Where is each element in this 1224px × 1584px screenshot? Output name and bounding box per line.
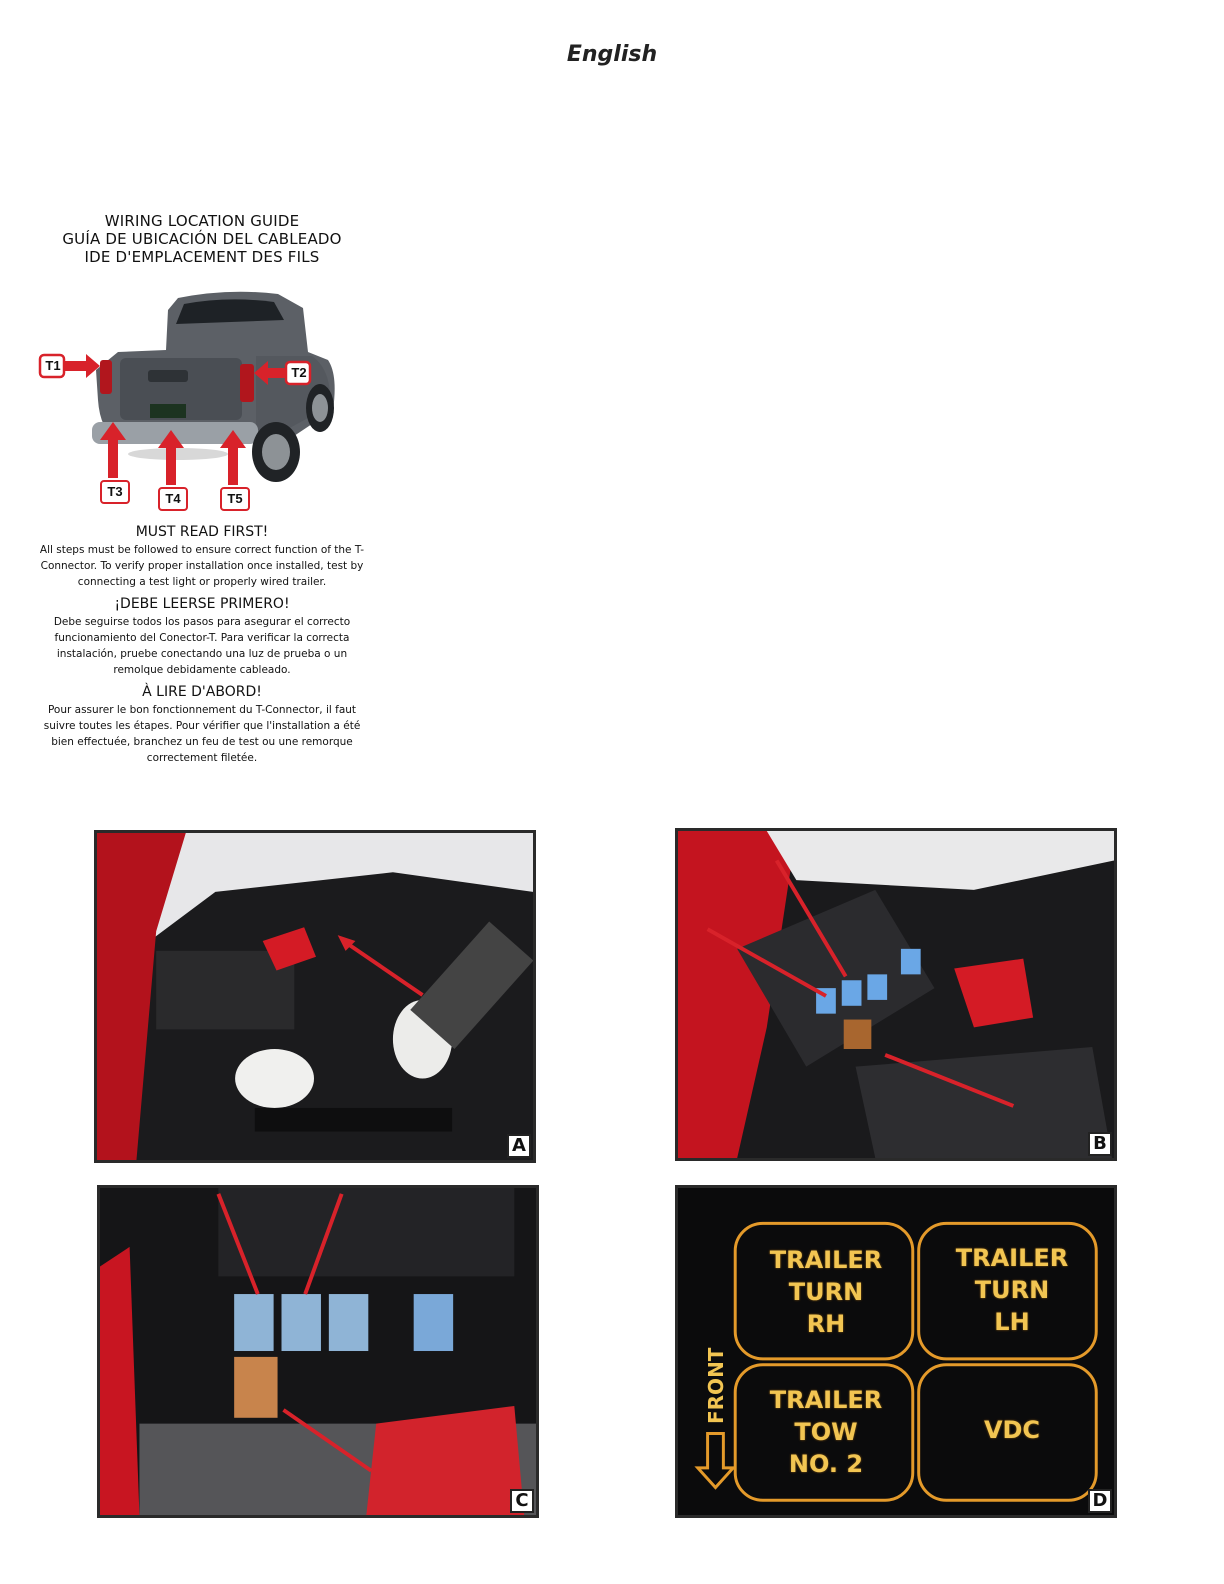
language-heading: English <box>566 42 658 67</box>
marker-t4 <box>158 430 184 485</box>
marker-t2-label: T2 <box>291 365 307 380</box>
relay-closeup-image <box>100 1188 536 1515</box>
label-vdc: VDC <box>983 1416 1041 1444</box>
label-front: FRONT <box>704 1347 728 1424</box>
label-trailer-turn-lh: TRAILER TURN LH <box>955 1244 1069 1336</box>
label-trailer-tow-no2: TRAILER TOW NO. 2 <box>769 1386 883 1478</box>
section-body-es: Debe seguirse todos los pasos para asegurar el correcto funcionamiento del Conector-T. Para verificar la correcta instalación, pruebe conectando una luz de prueba o un remolque debidamente cableado. <box>53 616 351 676</box>
photo-d-fuse-label <box>675 1185 1117 1518</box>
guide-title-fr: IDE D'EMPLACEMENT DES FILS <box>84 248 320 266</box>
marker-t3-label: T3 <box>100 480 130 504</box>
section-title-en: MUST READ FIRST! <box>135 524 269 540</box>
marker-t3 <box>100 422 126 478</box>
section-title-fr: À LIRE D'ABORD! <box>142 684 262 700</box>
guide-title-es: GUÍA DE UBICACIÓN DEL CABLEADO <box>62 230 342 248</box>
photo-a-letter: A <box>507 1134 531 1158</box>
photo-b-fuse-box <box>675 828 1117 1161</box>
fuse-box-image <box>678 831 1114 1158</box>
marker-t4-label: T4 <box>158 487 188 511</box>
marker-t5 <box>220 430 246 485</box>
section-body-fr: Pour assurer le bon fonctionnement du T-Connector, il faut suivre toutes les étapes. Pour vérifier que l'installation a été bien effectuée, branchez un feu de test ou une remorque correctement filetée. <box>43 704 361 764</box>
photo-b-letter: B <box>1088 1132 1112 1156</box>
engine-bay-image <box>97 833 533 1160</box>
marker-t5-label: T5 <box>220 487 250 511</box>
photo-d-letter: D <box>1088 1489 1112 1513</box>
marker-t1-label: T1 <box>45 358 61 373</box>
photo-a-engine-bay <box>94 830 536 1163</box>
photo-c-letter: C <box>510 1489 534 1513</box>
photo-c-relays <box>97 1185 539 1518</box>
guide-title-en: WIRING LOCATION GUIDE <box>104 212 300 230</box>
section-body-en: All steps must be followed to ensure correct function of the T-Connector. To verify proper installation once installed, test by connecting a test light or properly wired trailer. <box>39 544 365 588</box>
section-title-es: ¡DEBE LEERSE PRIMERO! <box>114 596 290 612</box>
truck-diagram <box>28 280 376 506</box>
wiring-location-guide <box>28 212 376 766</box>
marker-overlay <box>28 280 376 490</box>
label-trailer-turn-rh: TRAILER TURN RH <box>769 1246 883 1338</box>
